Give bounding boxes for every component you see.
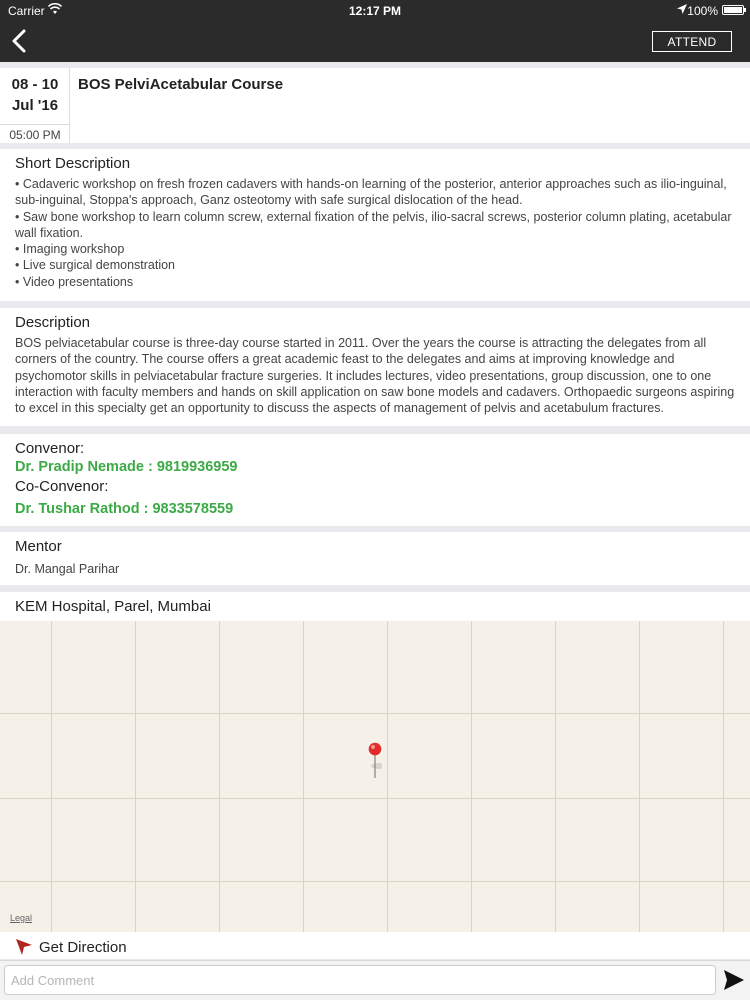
co-convenor-label: Co-Convenor:: [15, 478, 109, 495]
map-legal-link[interactable]: Legal: [10, 913, 33, 923]
event-month-year: Jul '16: [11, 97, 59, 114]
location-arrow-icon: [676, 3, 688, 15]
short-description-section: [0, 149, 750, 301]
comment-input[interactable]: [4, 965, 716, 995]
mentor-label: Mentor: [15, 538, 62, 555]
mentor-section: [0, 532, 750, 585]
description-section: [0, 308, 750, 426]
send-icon[interactable]: [722, 968, 746, 992]
carrier-label: Carrier: [8, 4, 45, 18]
event-title: BOS PelviAcetabular Course: [78, 76, 284, 93]
event-header: [0, 68, 750, 143]
venue-section: [0, 592, 750, 621]
list-item: • Live surgical demonstration: [15, 258, 176, 273]
convenor-contact[interactable]: Dr. Pradip Nemade : 9819936959: [15, 459, 238, 475]
attend-button[interactable]: ATTEND: [652, 31, 732, 52]
battery-icon: [722, 5, 744, 15]
short-description-label: Short Description: [15, 155, 131, 172]
venue-name: KEM Hospital, Parel, Mumbai: [15, 598, 211, 615]
clock: 12:17 PM: [348, 4, 402, 18]
list-item: • Video presentations: [15, 274, 134, 289]
status-bar: [0, 0, 750, 22]
direction-arrow-icon: [15, 938, 33, 956]
date-box: [0, 68, 70, 143]
description-label: Description: [15, 314, 91, 331]
comment-bar: [0, 960, 750, 1000]
event-time: 05:00 PM: [0, 124, 70, 143]
battery-percentage: 100%: [687, 4, 718, 18]
contacts-section: [0, 434, 750, 526]
top-bar: [0, 0, 750, 62]
convenor-label: Convenor:: [15, 440, 85, 457]
short-description-list: [15, 176, 735, 290]
mentor-name: Dr. Mangal Parihar: [15, 562, 120, 576]
get-direction-label: Get Direction: [39, 939, 127, 956]
list-item: • Saw bone workshop to learn column screw, external fixation of the pelvis, ilio-sacral screws, posterior column plating, acetabular wall fixation.: [15, 209, 732, 240]
map-pin-icon[interactable]: [368, 742, 382, 780]
event-date-range: 08 - 10: [11, 76, 59, 93]
back-chevron-icon[interactable]: [8, 28, 32, 54]
list-item: • Imaging workshop: [15, 242, 125, 257]
co-convenor-contact[interactable]: Dr. Tushar Rathod : 9833578559: [15, 501, 234, 517]
list-item: • Cadaveric workshop on fresh frozen cadavers with hands-on learning of the posterior, anterior approaches such as ilio-inguinal, sub-inguinal, Stoppa's approach, Ganz osteotomy with safe surgical dislocation of the head.: [15, 177, 727, 208]
description-text: BOS pelviacetabular course is three-day course started in 2011. Over the years the course is attracting the delegates from all corners of the country. The course offers a great academic feast to the delegates and aims at improving knowledge and psychomotor skills in pelviacetabular fracture surgeries. It includes lectures, video presentations, group discussion, one to one interaction with faculty members and hands on skill application on saw bone models and cadavers. Orthopaedic surgeons aspiring to excel in this specialty get an opportunity to discuss the aspects of management of pelvis and acetabulum fractures.: [15, 336, 735, 416]
get-direction-button[interactable]: [0, 932, 750, 959]
